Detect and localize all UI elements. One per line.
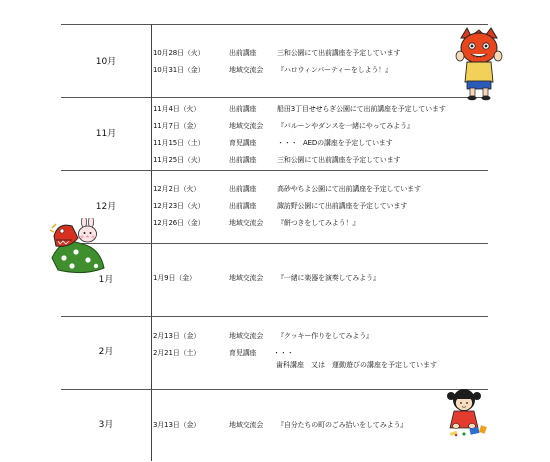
- event-date: 10月28日（火）: [153, 49, 205, 57]
- event-date: 11月15日（土）: [153, 139, 205, 147]
- event-date: 1月9日（金）: [153, 274, 196, 282]
- event-category: 育児講座: [229, 349, 257, 357]
- event-text: 船田3丁目せせらぎ公園にて出前講座を予定しています: [277, 105, 446, 113]
- event-category: 出前講座: [229, 185, 257, 193]
- event-subtext: 歯科講座 又は 運動遊びの講座を予定しています: [276, 361, 437, 369]
- event-text: 『餅つきをしてみよう！』: [277, 219, 360, 227]
- row-divider: [61, 316, 488, 317]
- month-label-february: 2月: [98, 347, 114, 357]
- month-label-october: 10月: [95, 57, 117, 67]
- row-divider: [61, 97, 488, 98]
- row-divider: [61, 389, 488, 390]
- event-text: 三和公園にて出前講座を予定しています: [277, 49, 401, 57]
- event-date: 12月2日（火）: [153, 185, 201, 193]
- event-dots: ・・・: [273, 349, 294, 357]
- event-date: 2月21日（土）: [153, 349, 201, 357]
- event-date: 11月7日（金）: [153, 122, 201, 130]
- event-text: 『クッキー作りをしてみよう』: [277, 332, 373, 340]
- event-category: 出前講座: [229, 49, 257, 57]
- event-category: 地域交流会: [229, 219, 264, 227]
- event-text: 『バルーンやダンスを一緒にやってみよう』: [277, 122, 414, 130]
- event-date: 3月13日（金）: [153, 421, 201, 429]
- event-category: 地域交流会: [229, 332, 264, 340]
- event-text: 高砂やちよ公園にて出前講座を予定しています: [277, 185, 421, 193]
- event-date: 2月13日（金）: [153, 332, 201, 340]
- event-date: 12月26日（金）: [153, 219, 205, 227]
- event-category: 地域交流会: [229, 274, 264, 282]
- month-label-december: 12月: [95, 202, 117, 212]
- row-divider: [61, 170, 488, 171]
- child-in-red-demon-mask-icon: [455, 26, 503, 102]
- event-date: 12月23日（火）: [153, 202, 205, 210]
- row-divider: [61, 24, 488, 25]
- lion-dance-shishimai-icon: [48, 218, 108, 276]
- event-category: 出前講座: [229, 105, 257, 113]
- event-category: 出前講座: [229, 202, 257, 210]
- event-text: 諏訪野公園にて出前講座を予定しています: [277, 202, 408, 210]
- column-divider: [151, 24, 152, 461]
- event-category: 育児講座: [229, 139, 257, 147]
- event-dots: ・・・: [277, 139, 298, 147]
- event-category: 出前講座: [229, 156, 257, 164]
- girl-drawing-child-icon: [444, 386, 492, 442]
- month-label-march: 3月: [98, 420, 114, 430]
- event-category: 地域交流会: [229, 122, 264, 130]
- month-label-november: 11月: [95, 129, 117, 139]
- event-date: 10月31日（金）: [153, 66, 205, 74]
- event-date: 11月4日（火）: [153, 105, 201, 113]
- event-text: 三和公園にて出前講座を予定しています: [277, 156, 401, 164]
- event-text: AEDの講座を予定しています: [303, 139, 393, 147]
- row-divider: [61, 243, 488, 244]
- month-label-january: 1月: [98, 275, 114, 285]
- event-category: 地域交流会: [229, 421, 264, 429]
- event-category: 地域交流会: [229, 66, 264, 74]
- event-text: 『ハロウィンパーティーをしよう！』: [277, 66, 392, 74]
- event-date: 11月25日（火）: [153, 156, 205, 164]
- event-text: 『自分たちの町のごみ拾いをしてみよう』: [277, 421, 408, 429]
- event-schedule-table: [61, 24, 488, 461]
- event-text: 『一緒に楽器を演奏してみよう』: [277, 274, 380, 282]
